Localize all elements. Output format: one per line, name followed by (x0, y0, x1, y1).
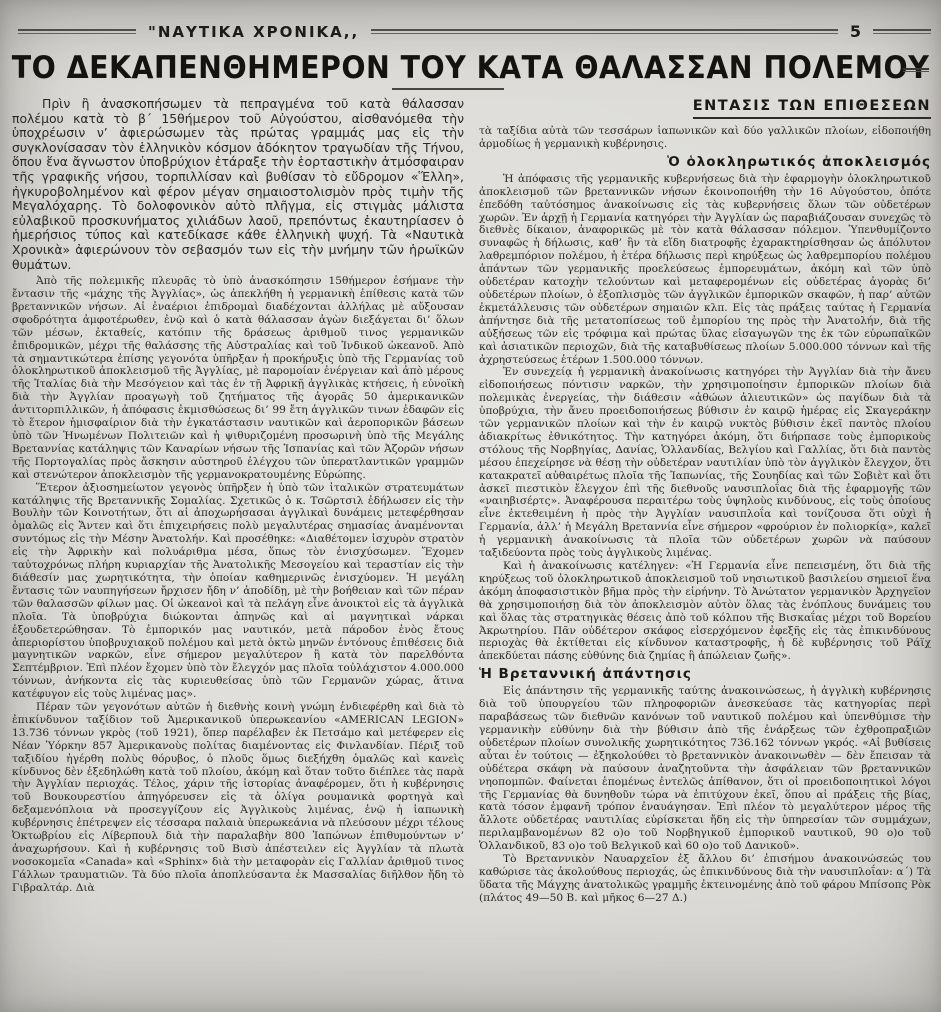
headline-underline-ornament (392, 88, 504, 90)
article-paragraph: Ἡ ἀπόφασις τῆς γερμανικῆς κυβερνήσεως διὰ τὴν ἐφαρμογὴν ὁλοκληρωτικοῦ ἀποκλεισμοῦ τῶν βρεταννικῶν νήσων ἐκοινοποιήθη τὴν 16 Αὐγούστου, ὁπότε ἐπεδόθη ταὐτόσημος ἀνακοίνωσις εἰς τὰς κυβερνήσεις ὅλων τῶν οὐδετέρων χωρῶν. Ἐν ἀρχῇ ἡ Γερμανία κατηγόρει τὴν Ἀγγλίαν ὡς παραβιάζουσαν συνεχῶς τὸ διεθνὲς δίκαιον, ἀναφορικῶς μὲ τὸν κατὰ θάλασσαν πόλεμον. Ὑπενθυμίζοντο συναφῶς ἡ δήλωσις, καθ’ ἣν τὰ εἴδη διατροφῆς ἐχαρακτηρίσθησαν ὡς ἀπόλυτον λαθρεμπόριον πολέμου, ἡ ἑτέρα δήλωσις περὶ κηρύξεως ὡς λαθρεμπορίου πολέμου ἁπάντων τῶν γερμανικῆς προελεύσεως ἐμπορευμάτων, ἀκόμη καὶ τῶν ὑπὸ οὐδετέραν κατοχὴν τελούντων καὶ μεταφερομένων εἰς οὐδετέρας ἀγορὰς δι’ οὐδετέρων πλοίων, ὁ ἐξοπλισμὸς τῶν ἀγγλικῶν ἐμπορικῶν σκαφῶν, ἡ παρ’ αὐτῶν ἐκμετάλλευσις τῶν οὐδετέρων σημαιῶν κλπ. Εἰς τὰς πράξεις ταύτας ἡ Γερμανία ἀπήντησε διὰ τῆς μετατοπίσεως τοῦ ἐμπορίου της πρὸς τὴν Ἀνατολήν, διὰ τῆς αὐξήσεως τῶν εἰς τρόφιμα καὶ πρώτας ὕλας εἰσαγωγῶν της ἐκ τῶν εὐρωπαϊκῶν καὶ ἀσιατικῶν περιοχῶν, διὰ τῆς καταβυθίσεως πλοίων 5.000.000 τόννων καὶ τῆς ἀχρηστεύσεως ἑτέρων 1.500.000 τόννων. (479, 172, 931, 366)
article-paragraph: Ἕτερον ἀξιοσημείωτον γεγονὸς ὑπῆρξεν ἡ ὑπὸ τῶν ἰταλικῶν στρατευμάτων κατάληψις τῆς Βρεταννικῆς Σομαλίας. Σχετικῶς ὁ κ. Τσῶρτσιλ ἐδήλωσεν εἰς τὴν Βουλὴν τῶν Κοινοτήτων, ὅτι αἱ ἀποχωρήσασαι ἀγγλικαὶ δυνάμεις μετεφέρθησαν ὁμαλῶς εἰς Ἄντεν καὶ ὅτι ἐπιχειρήσεις πολὺ μεγαλυτέρας σημασίας ἀναμένονται συντόμως εἰς τὴν Μέσην Ἀνατολήν. Καὶ προσέθηκε: «Διαθέτομεν ἰσχυρὸν στρατὸν εἰς τὴν Ἀφρικὴν καὶ πολυάριθμα μέσα, ὅπως τὸν ἐνισχύσωμεν. Ἔχομεν ταὐτοχρόνως πλήρη κυριαρχίαν τῆς Ἀνατολικῆς Μεσογείου καὶ τεραστίαν εἰς τὴν διάθεσίν μας χωρητικότητα, τὴν ὁποίαν καθημερινῶς ἐνισχύομεν. Ἡ μεγάλη ἔντασις τῶν ναυπηγήσεων ἤρχισεν ἤδη ν’ ἀποδίδῃ, μὲ τὴν βοήθειαν καὶ τῶν πέραν τῶν θαλασσῶν φίλων μας. Οἱ ὠκεανοὶ καὶ τὰ πελάγη εἶνε ἀνοικτοὶ εἰς τὰ ἀγγλικὰ πλοῖα. Τὰ ὑποβρύχια διώκονται ἀπηνῶς καὶ αἱ μαγνητικαὶ νάρκαι ἐξουδετερώθησαν. Τὸ ἐμπορικόν μας ναυτικόν, μετὰ πάροδον ἑνὸς ἔτους ἀπεριορίστου ὑποβρυχιακοῦ πολέμου καὶ μετὰ ὀκτὼ μηνῶν ἐντόνους ἐπιθέσεις διὰ μαγνητικῶν ναρκῶν, εἶνε σήμερον μεγαλύτερον ἢ κατὰ τὸν παρελθόντα Σεπτέμβριον. Ἐπὶ πλέον ἔχομεν ὑπὸ τὸν ἔλεγχόν μας πλοῖα τοὐλάχιστον 4.000.000 τόννων, ἀνήκοντα εἰς τὰς κυριευθείσας ὑπὸ τῶν Γερμανῶν χώρας, ἅτινα κατέφυγον εἰς τοὺς λιμένας μας». (12, 481, 464, 701)
headline-dash-ornament (903, 68, 929, 72)
article-paragraph: τὰ ταξίδια αὐτὰ τῶν τεσσάρων ἰαπωνικῶν καὶ δύο γαλλικῶν πλοίων, εἰδοποιήθη ἁρμοδίως ἡ γερμανικὴ κυβέρνησις. (479, 125, 931, 150)
article-paragraph: Ἀπὸ τῆς πολεμικῆς πλευρᾶς τὸ ὑπὸ ἀνασκόπησιν 15θήμερον ἐσήμανε τὴν ἔντασιν τῆς «μάχης τῆς Ἀγγλίας», ὡς ἀπεκλήθη ἡ γερμανικὴ ἐπίθεσις κατὰ τῶν βρεταννικῶν νήσων. Αἱ ἐναέριοι ἐπιδρομαὶ διαδέχονται ἀλλήλας μὲ αὔξουσαν σφοδρότητα ἀμφοτέρωθεν, ἐνῷ καὶ ὁ κατὰ θάλασσαν ἀγὼν διεξάγεται δι’ ὅλων τῶν μέσων, ἐκταθείς, κατόπιν τῆς δράσεως ἀριθμοῦ τινος γερμανικῶν ἐπιδρομικῶν, μέχρι τῆς θαλάσσης τῆς Αὐστραλίας καὶ τοῦ Ἰνδικοῦ ὠκεανοῦ. Ἀπὸ τὰ σημαντικώτερα ἐπίσης γεγονότα ὑπῆρξαν ἡ προκήρυξις ὑπὸ τῆς Γερμανίας τοῦ ὁλοκληρωτικοῦ ἀποκλεισμοῦ τῆς Ἀγγλίας, μὲ παρομοίαν ἐνέργειαν καὶ ἀπὸ μέρους τῆς Ἰταλίας διὰ τὴν Μεσόγειον καὶ τὰς ἐν τῇ Ἀφρικῇ ἀγγλικὰς κτήσεις, ἡ εὐνοϊκὴ διὰ τὴν Ἀγγλίαν προαγωγὴ τοῦ ζητήματος τῆς ἀγορᾶς 50 ἀμερικανικῶν ἀντιτορπιλλικῶν, ἡ ἀπόφασις ἐκμισθώσεως δι’ 99 ἔτη ἀγγλικῶν τινων ἐδαφῶν εἰς τὸ ἕτερον ἡμισφαίριον διὰ τὴν ἐγκατάστασιν ναυτικῶν καὶ ἀεροπορικῶν βάσεων ὑπὸ τῶν Ἡνωμένων Πολιτειῶν καὶ ἡ ψιθυριζομένη προσωρινὴ ὑπὸ τῆς Μεγάλης Βρεταννίας κατάληψις τῶν Καναρίων νήσων τῆς Ἰσπανίας καὶ τῶν Ἀζορῶν νήσων τῆς Πορτογαλίας πρὸς ἄσκησιν αὐστηροῦ ἐλέγχου τῶν ὑπερατλαντικῶν γραμμῶν καὶ στενώτερον ἀποκλεισμὸν τῆς γερμανοκρατουμένης Εὐρώπης. (12, 275, 464, 481)
article-body (12, 97, 931, 1008)
article-headline: ΤΟ ΔΕΚΑΠΕΝΘΗΜΕΡΟΝ ΤΟΥ ΚΑΤΑ ΘΑΛΑΣΣΑΝ ΠΟΛΕΜΟΥ (11, 48, 930, 86)
right-column (479, 97, 931, 1008)
article-subheading: Ἡ Βρεταννική ἀπάντησις (479, 666, 692, 683)
masthead (18, 22, 931, 41)
publication-title: "ΝΑΥΤΙΚΑ ΧΡΟΝΙΚΑ,, (148, 22, 360, 41)
article-paragraph: Τὸ Βρεταννικὸν Ναυαρχεῖον ἐξ ἄλλου δι’ ἐπισήμου ἀνακοινώσεώς του καθώρισε τὰς ἀκολούθους περιοχάς, ὡς ἐπικινδύνους διὰ τὴν ναυσιπλοΐαν: α΄) Τὰ ὕδατα τῆς Μάγχης ἀνατολικῶς γραμμῆς ἐκτεινομένης ἀπὸ τοῦ φάρου Μπίσοπς Ρὸκ (πλάτος 49—50 Β. καὶ μῆκος 6—27 Δ.) (479, 853, 931, 904)
left-column (12, 97, 464, 1008)
article-paragraph: Πέραν τῶν γεγονότων αὐτῶν ἡ διεθνὴς κοινὴ γνώμη ἐνδιεφέρθη καὶ διὰ τὸ ἐπικίνδυνον ταξίδιον τοῦ Ἀμερικανικοῦ ὑπερωκεανίου «AMERICAN LEGION» 13.736 τόννων γκρὸς (τοῦ 1921), ὅπερ παρέλαβεν ἐκ Πετσάμο καὶ μετέφερεν εἰς Νέαν Ὑόρκην 857 Ἀμερικανοὺς πολίτας διαμένοντας εἰς Φινλανδίαν. Πέριξ τοῦ ταξιδίου ἠγέρθη πολὺς θόρυβος, ὁ πλοῦς ὅμως διεξήχθη ὁμαλῶς καὶ κανεὶς κίνδυνος δὲν ἐξεδηλώθη κατὰ τοῦ πλοίου, ἀκόμη καὶ ὅταν τοῦτο διέπλεε τὰς παρὰ τὴν Ἀγγλίαν περιοχάς. Τέλος, χάριν τῆς ἱστορίας ἀναφέρομεν, ὅτι ἡ κυβέρνησις τοῦ Βουκουρεστίου ἀπηγόρευσεν εἰς τὰ ὀλίγα ρουμανικὰ φορτηγὰ καὶ δεξαμενόπλοια νὰ προσεγγίζουν εἰς Ἀγγλικοὺς λιμένας, ἐνῷ ἡ ἰαπωνικὴ κυβέρνησις ἐπέτρεψεν εἰς τέσσαρα παλαιὰ ὑπερωκεάνια νὰ πλεύσουν μέχρι τέλους Ὀκτωβρίου εἰς Λίβερπουλ διὰ τὴν παραλαβὴν 800 Ἰαπώνων ἐπιθυμούντων ν’ ἀναχωρήσουν. Καὶ ἡ κυβέρνησις τοῦ Βισὺ ἀπέστειλεν εἰς Ἀγγλίαν τὰ πλωτὰ νοσοκομεῖα «Canada» καὶ «Sphinx» διὰ τὴν μεταφορὰν εἰς Γαλλίαν ἀριθμοῦ τινος Γάλλων τραυματιῶν. Τὰ δύο πλοῖα ἀποπλεύσαντα ἐκ Μασσαλίας διῆλθον ἤδη τὸ Γιβραλτάρ. Διὰ (12, 701, 464, 894)
article-paragraph: Καὶ ἡ ἀνακοίνωσις κατέληγεν: «Ἡ Γερμανία εἶνε πεπεισμένη, ὅτι διὰ τῆς κηρύξεως τοῦ ὁλοκληρωτικοῦ ἀποκλεισμοῦ τοῦ νησιωτικοῦ βασιλείου σημειοῖ ἕνα ἀκόμη ἀποφασιστικὸν βῆμα πρὸς τὴν εἰρήνην. Τὸ Ἀνώτατον γερμανικὸν Ἀρχηγεῖον θὰ χρησιμοποιήσῃ διὰ τὸν ἀποκλεισμὸν αὐτὸν ὅλας τὰς ἐνόπλους δυνάμεις του καὶ ὅλας τὰς στρατηγικὰς θέσεις ἀπὸ τοῦ κόλπου τῆς Βισκαΐας μέχρι τοῦ Βορείου Ἀκρωτηρίου. Πᾶν οὐδέτερον σκάφος εἰσερχόμενον ἐφεξῆς εἰς τὰς ἐπικινδύνους περιοχὰς θὰ ἐκτίθεται εἰς κίνδυνον καταστροφῆς, ἡ δὲ κυβέρνησις τοῦ Ράϊχ ἀπεκδύεται πάσης εὐθύνης διὰ ζημίας ἢ ἀπώλειαν ζωῆς». (479, 560, 931, 663)
article-paragraph: Εἰς ἀπάντησιν τῆς γερμανικῆς ταύτης ἀνακοινώσεως, ἡ ἀγγλικὴ κυβέρνησις διὰ τοῦ ὑπουργείου τῶν πληροφοριῶν ἀνεσκεύασε τὰς κατηγορίας περὶ παραβάσεως τῶν διεθνῶν κανόνων τοῦ ναυτικοῦ πολέμου καὶ ὑπενθύμισε τὴν γερμανικὴν εὐθύνην διὰ τὴν βύθισιν ἀπὸ τῆς ἐνάρξεως τῶν ἐχθροπραξιῶν οὐδετέρων πλοίων συνολικῆς χωρητικότητος 736.162 τόννων γκρός. «Αἱ βυθίσεις αὗται ἐν τούτοις — ἐξηκολούθει τὸ βρεταννικὸν ἀνακοινωθὲν — δὲν ἔπεισαν τὰ οὐδέτερα σκάφη νὰ παύσουν ἀναζητοῦντα τὴν ἀσφάλειαν τῶν βρεταννικῶν νηοπομπῶν. Φαίνεται ἑπομένως ἐντελῶς ἀπίθανον, ὅτι οἱ προειδοποιητικοὶ λόγοι τῆς Γερμανίας θὰ δυνηθοῦν τώρα νὰ ἐπιτύχουν ἐκεῖ, ὅπου αἱ πράξεις τῆς βίας, κατὰ τόσον ἐμφανῆ τρόπον ἐναυάγησαν. Ἐπὶ πλέον τὸ μεγαλύτερον μέρος τῆς ἄλλοτε οὐδετέρας ναυτιλίας εὑρίσκεται ἤδη εἰς τὴν ὑπηρεσίαν τῶν συμμάχων, περιλαμβανομένων 82 ο)ο τοῦ Νορβηγικοῦ ἐμπορικοῦ ναυτικοῦ, 90 ο)ο τοῦ Ὁλλανδικοῦ, 83 ο)ο τοῦ Βελγικοῦ καὶ 60 ο)ο τοῦ Δανικοῦ». (479, 685, 931, 853)
lead-paragraph: Πρὶν ἢ ἀνασκοπήσωμεν τὰ πεπραγμένα τοῦ κατὰ θάλασσαν πολέμου κατὰ τὸ β΄ 15θήμερον τοῦ Αὐγούστου, αἰσθανόμεθα τὴν ὑποχρέωσιν ν’ ἀφιερώσωμεν τὰς πρώτας γραμμάς μας εἰς τὴν συγκλονίσασαν τὸν ἑλληνικὸν κόσμον ἀδόκητον τραγωδίαν τῆς Τήνου, ὅπου ἕνα ἄγνωστον ὑποβρύχιον ἐτάραξε τὴν ἑορταστικὴν ἀτμόσφαιραν τῆς γραφικῆς νήσου, τορπιλλίσαν καὶ βυθίσαν τὸ εὔδρομον «Ἕλλη», ἠγκυροβολημένον καὶ φέρον μέγαν σημαιοστολισμὸν πρὸς τιμὴν τῆς Μεγαλόχαρης. Τὸ δολοφονικὸν αὐτὸ πλῆγμα, εἰς στιγμὰς μάλιστα εὐλαβικοῦ προσκυνήματος χιλιάδων λαοῦ, πρεπόντως ἐκαυτηρίασεν ὁ ἡμερήσιος τύπος καὶ κατεδίκασε κάθε ἑλληνικὴ ψυχή. Τὰ «Ναυτικὰ Χρονικὰ» ἀφιερώνουν τὸν σεβασμόν των εἰς τὴν μνήμην τῶν ἡρωϊκῶν θυμάτων. (12, 97, 464, 272)
masthead-rule-left (18, 29, 136, 34)
headline-row (0, 50, 941, 90)
section-heading: ΕΝΤΑΣΙΣ ΤΩΝ ΕΠΙΘΕΣΕΩΝ (479, 97, 931, 119)
masthead-rule-right (873, 29, 931, 34)
article-subheading: Ὁ ὁλοκληρωτικός ἀποκλεισμός (667, 153, 931, 170)
masthead-rule-center (371, 29, 838, 34)
article-paragraph: Ἐν συνεχείᾳ ἡ γερμανικὴ ἀνακοίνωσις κατηγόρει τὴν Ἀγγλίαν διὰ τὴν ἄνευ εἰδοποιήσεως πόντισιν ναρκῶν, τὴν χρησιμοποίησιν ἐμπορικῶν πλοίων διὰ πολεμικὰς ἐνεργείας, τὴν διάθεσιν «ἀθώων ἁλιευτικῶν» ὡς παγίδων διὰ τὰ ὑποβρύχια, τὴν ἄνευ προειδοποιήσεως βύθισιν ἐν καιρῷ ἡμέρας εἰς Σκαγεράκην τῶν γερμανικῶν πλοίων καὶ τὴν ἐν καιρῷ νυκτὸς βύθισιν ἐκεῖ παντὸς πλοίου ἀδιακρίτως ἐθνικότητος. Τὴν κατηγόρει ἀκόμη, ὅτι διήρπασε τοὺς ἐμπορικοὺς στόλους τῆς Νορβηγίας, Δανίας, Ὁλλανδίας, Βελγίου καὶ Γαλλίας, ὅτι διὰ παντὸς μέσου ἐπεχείρησε νὰ θέσῃ τὴν οὐδετέραν ναυτιλίαν ὑπὸ τὸν ἀγγλικὸν ἔλεγχον, ὅτι κατακρατεῖ αὐθαιρέτως πλοῖα τῆς Ἰαπωνίας, τῆς Σουηδίας καὶ τῶν Σοβιὲτ καὶ ὅτι ἀσκεῖ πιεστικὸν ἔλεγχον ἐπὶ τῆς διεθνοῦς ναυσιπλοΐας διὰ τῆς ἐφαρμογῆς τῶν «ναιηβισέρτς». Ἀναφέρουσα περαιτέρω τοὺς ὑψηλοὺς κινδύνους, εἰς τοὺς ὁποίους εἶνε ἐκτεθειμένη ἡ πρὸς τὴν Ἀγγλίαν ναυσιπλοΐα καὶ τονίζουσα ὅτι οὐχὶ ἡ Γερμανία, ἀλλ’ ἡ Μεγάλη Βρεταννία εἶνε σήμερον «φρούριον ἐν πολιορκίᾳ», καλεῖ ἡ γερμανικὴ ἀνακοίνωσις τὰ πλοῖα τῶν οὐδετέρων χωρῶν νὰ παύσουν ταξιδεύοντα πρὸς τοὺς ἀγγλικοὺς λιμένας. (479, 366, 931, 560)
page-number: 5 (849, 22, 861, 41)
